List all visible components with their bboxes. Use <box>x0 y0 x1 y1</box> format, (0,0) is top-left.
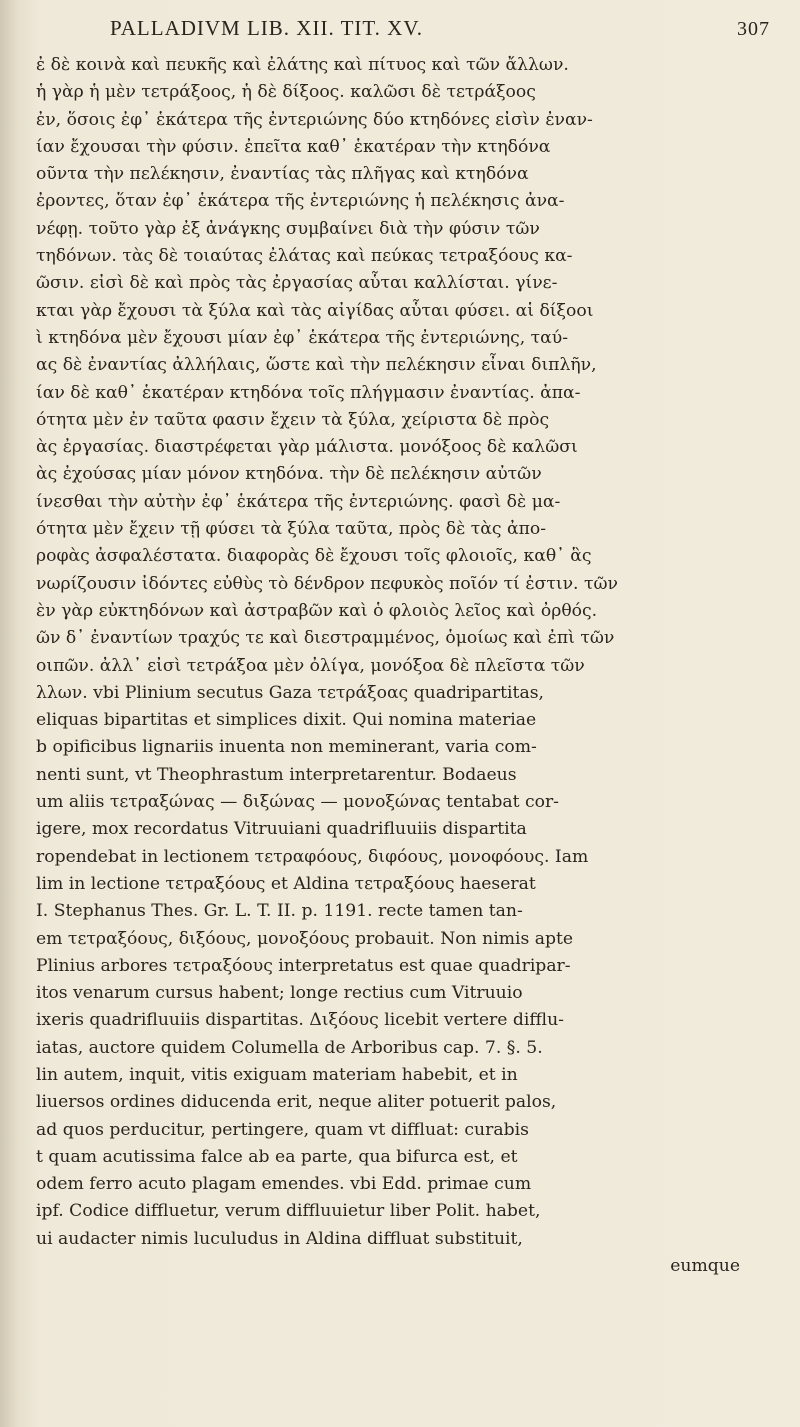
text-line: νωρίζουσιν ἰδόντες εὐθὺς τὸ δένδρον πεφυκὸς ποῖόν τί ἐστιν. τῶν <box>36 573 618 594</box>
text-line: ὰς ἐργασίας. διαστρέφεται γὰρ μάλιστα. μονόξοος δὲ καλῶσι <box>36 437 578 458</box>
text-line: lin autem, inquit, vitis exiguam materiam habebit, et in <box>36 1064 518 1085</box>
text-line: ἐν, ὅσοις ἐφ᾽ ἑκάτερα τῆς ἐντεριώνης δύο κτηδόνες εἰσὶν ἐναν- <box>36 109 593 130</box>
text-line: ῶσιν. εἰσὶ δὲ καὶ πρὸς τὰς ἐργασίας αὗται καλλίσται. γίνε- <box>36 273 558 294</box>
text-line: οιπῶν. ἀλλ᾽ εἰσὶ τετράξοα μὲν ὀλίγα, μονόξοα δὲ πλεῖστα τῶν <box>36 655 585 676</box>
text-line: ὶ κτηδόνα μὲν ἔχουσι μίαν ἐφ᾽ ἑκάτερα τῆς ἐντεριώνης, ταύ- <box>36 327 569 348</box>
text-line: ἐροντες, ὅταν ἐφ᾽ ἑκάτερα τῆς ἐντεριώνης ἡ πελέκησις ἀνα- <box>36 191 565 212</box>
text-line: νέφῃ. τοῦτο γὰρ ἐξ ἀνάγκης συμβαίνει διὰ τὴν φύσιν τῶν <box>36 218 540 239</box>
text-line: itos venarum cursus habent; longe rectius cum Vitruuio <box>36 983 523 1004</box>
text-line: ῶν δ᾽ ἐναντίων τραχύς τε καὶ διεστραμμένος, ὁμοίως καὶ ἐπὶ τῶν <box>36 628 615 649</box>
text-line: em τετραξόους, διξόους, μονοξόους probauit. Non nimis apte <box>36 928 574 949</box>
text-line: I. Stephanus Thes. Gr. L. T. II. p. 1191. recte tamen tan- <box>36 901 523 922</box>
text-line: ἡ γὰρ ἡ μὲν τετράξοος, ἡ δὲ δίξοος. καλῶσι δὲ τετράξοος <box>36 82 536 103</box>
running-head: PALLADIVM LIB. XII. TIT. XV. <box>110 16 424 40</box>
text-line: ui audacter nimis luculudus in Aldina diffluat substituit, <box>36 1228 523 1249</box>
text-line: ροφὰς ἀσφαλέστατα. διαφορὰς δὲ ἔχουσι τοῖς φλοιοῖς, καθ᾽ ἃς <box>36 546 592 567</box>
text-line: τηδόνων. τὰς δὲ τοιαύτας ἐλάτας καὶ πεύκας τετραξόους κα- <box>36 246 573 267</box>
text-line: t quam acutissima falce ab ea parte, qua bifurca est, et <box>36 1146 518 1167</box>
text-line: eliquas bipartitas et simplices dixit. Qui nomina materiae <box>36 710 537 731</box>
text-line: ίνεσθαι τὴν αὐτὴν ἐφ᾽ ἑκάτερα τῆς ἐντεριώνης. φασὶ δὲ μα- <box>36 491 561 512</box>
text-line: b opificibus lignariis inuenta non meminerant, varia com- <box>36 737 537 758</box>
text-line: κται γὰρ ἔχουσι τὰ ξύλα καὶ τὰς αἰγίδας αὗται φύσει. αἱ δίξοοι <box>36 300 594 321</box>
text-line: odem ferro acuto plagam emendes. vbi Edd. primae cum <box>36 1174 532 1195</box>
text-line: ότητα μὲν ἐν ταῦτα φασιν ἔχειν τὰ ξύλα, χείριστα δὲ πρὸς <box>36 409 550 430</box>
text-line: ίαν ἔχουσαι τὴν φύσιν. ἐπεῖτα καθ᾽ ἑκατέραν τὴν κτηδόνα <box>36 136 551 157</box>
text-line: ad quos perducitur, pertingere, quam vt diffluat: curabis <box>36 1119 529 1140</box>
text-line: ὰς ἐχούσας μίαν μόνον κτηδόνα. τὴν δὲ πελέκησιν αὐτῶν <box>36 464 542 485</box>
text-line: λλων. vbi Plinium secutus Gaza τετράξοας quadripartitas, <box>36 682 544 703</box>
text-line: ropendebat in lectionem τετραφόους, διφόους, μονοφόους. Iam <box>36 846 589 867</box>
text-line: Plinius arbores τετραξόους interpretatus est quae quadripar- <box>36 955 571 976</box>
text-line: ἐ δὲ κοινὰ καὶ πευκῆς καὶ ἐλάτης καὶ πίτυος καὶ τῶν ἄλλων. <box>36 55 569 75</box>
page-number: 307 <box>737 18 770 40</box>
text-line: nenti sunt, vt Theophrastum interpretarentur. Bodaeus <box>36 764 517 785</box>
text-line: ixeris quadrifluuiis dispartitas. Διξόους licebit vertere difflu- <box>36 1010 564 1031</box>
text-line: ίαν δὲ καθ᾽ ἑκατέραν κτηδόνα τοῖς πλήγμασιν ἐναντίας. ἀπα- <box>36 382 581 403</box>
text-line: lim in lectione τετραξόους et Aldina τετραξόους haeserat <box>36 873 536 894</box>
text-line: um aliis τετραξώνας — διξώνας — μονοξώνας tentabat cor- <box>36 792 559 813</box>
text-line: igere, mox recordatus Vitruuiani quadrifluuiis dispartita <box>36 819 527 840</box>
text-line: liuersos ordines diducenda erit, neque aliter potuerit palos, <box>36 1092 557 1113</box>
text-line: ας δὲ ἐναντίας ἀλλήλαις, ὥστε καὶ τὴν πελέκησιν εἶναι διπλῆν, <box>36 355 597 376</box>
text-line: iatas, auctore quidem Columella de Arboribus cap. 7. §. 5. <box>36 1037 543 1058</box>
catchword: eumque <box>670 1256 740 1277</box>
text-line: οῦντα τὴν πελέκησιν, ἐναντίας τὰς πλῆγας καὶ κτηδόνα <box>36 164 529 185</box>
body-text <box>36 52 780 1280</box>
page-header <box>110 14 770 44</box>
text-line: ipf. Codice diffluetur, verum diffluuietur liber Polit. habet, <box>36 1201 541 1222</box>
text-line: ὲν γὰρ εὐκτηδόνων καὶ ἀστραβῶν καὶ ὁ φλοιὸς λεῖος καὶ ὀρθός. <box>36 600 598 621</box>
text-line: ότητα μὲν ἔχειν τῇ φύσει τὰ ξύλα ταῦτα, πρὸς δὲ τὰς ἀπο- <box>36 519 547 540</box>
